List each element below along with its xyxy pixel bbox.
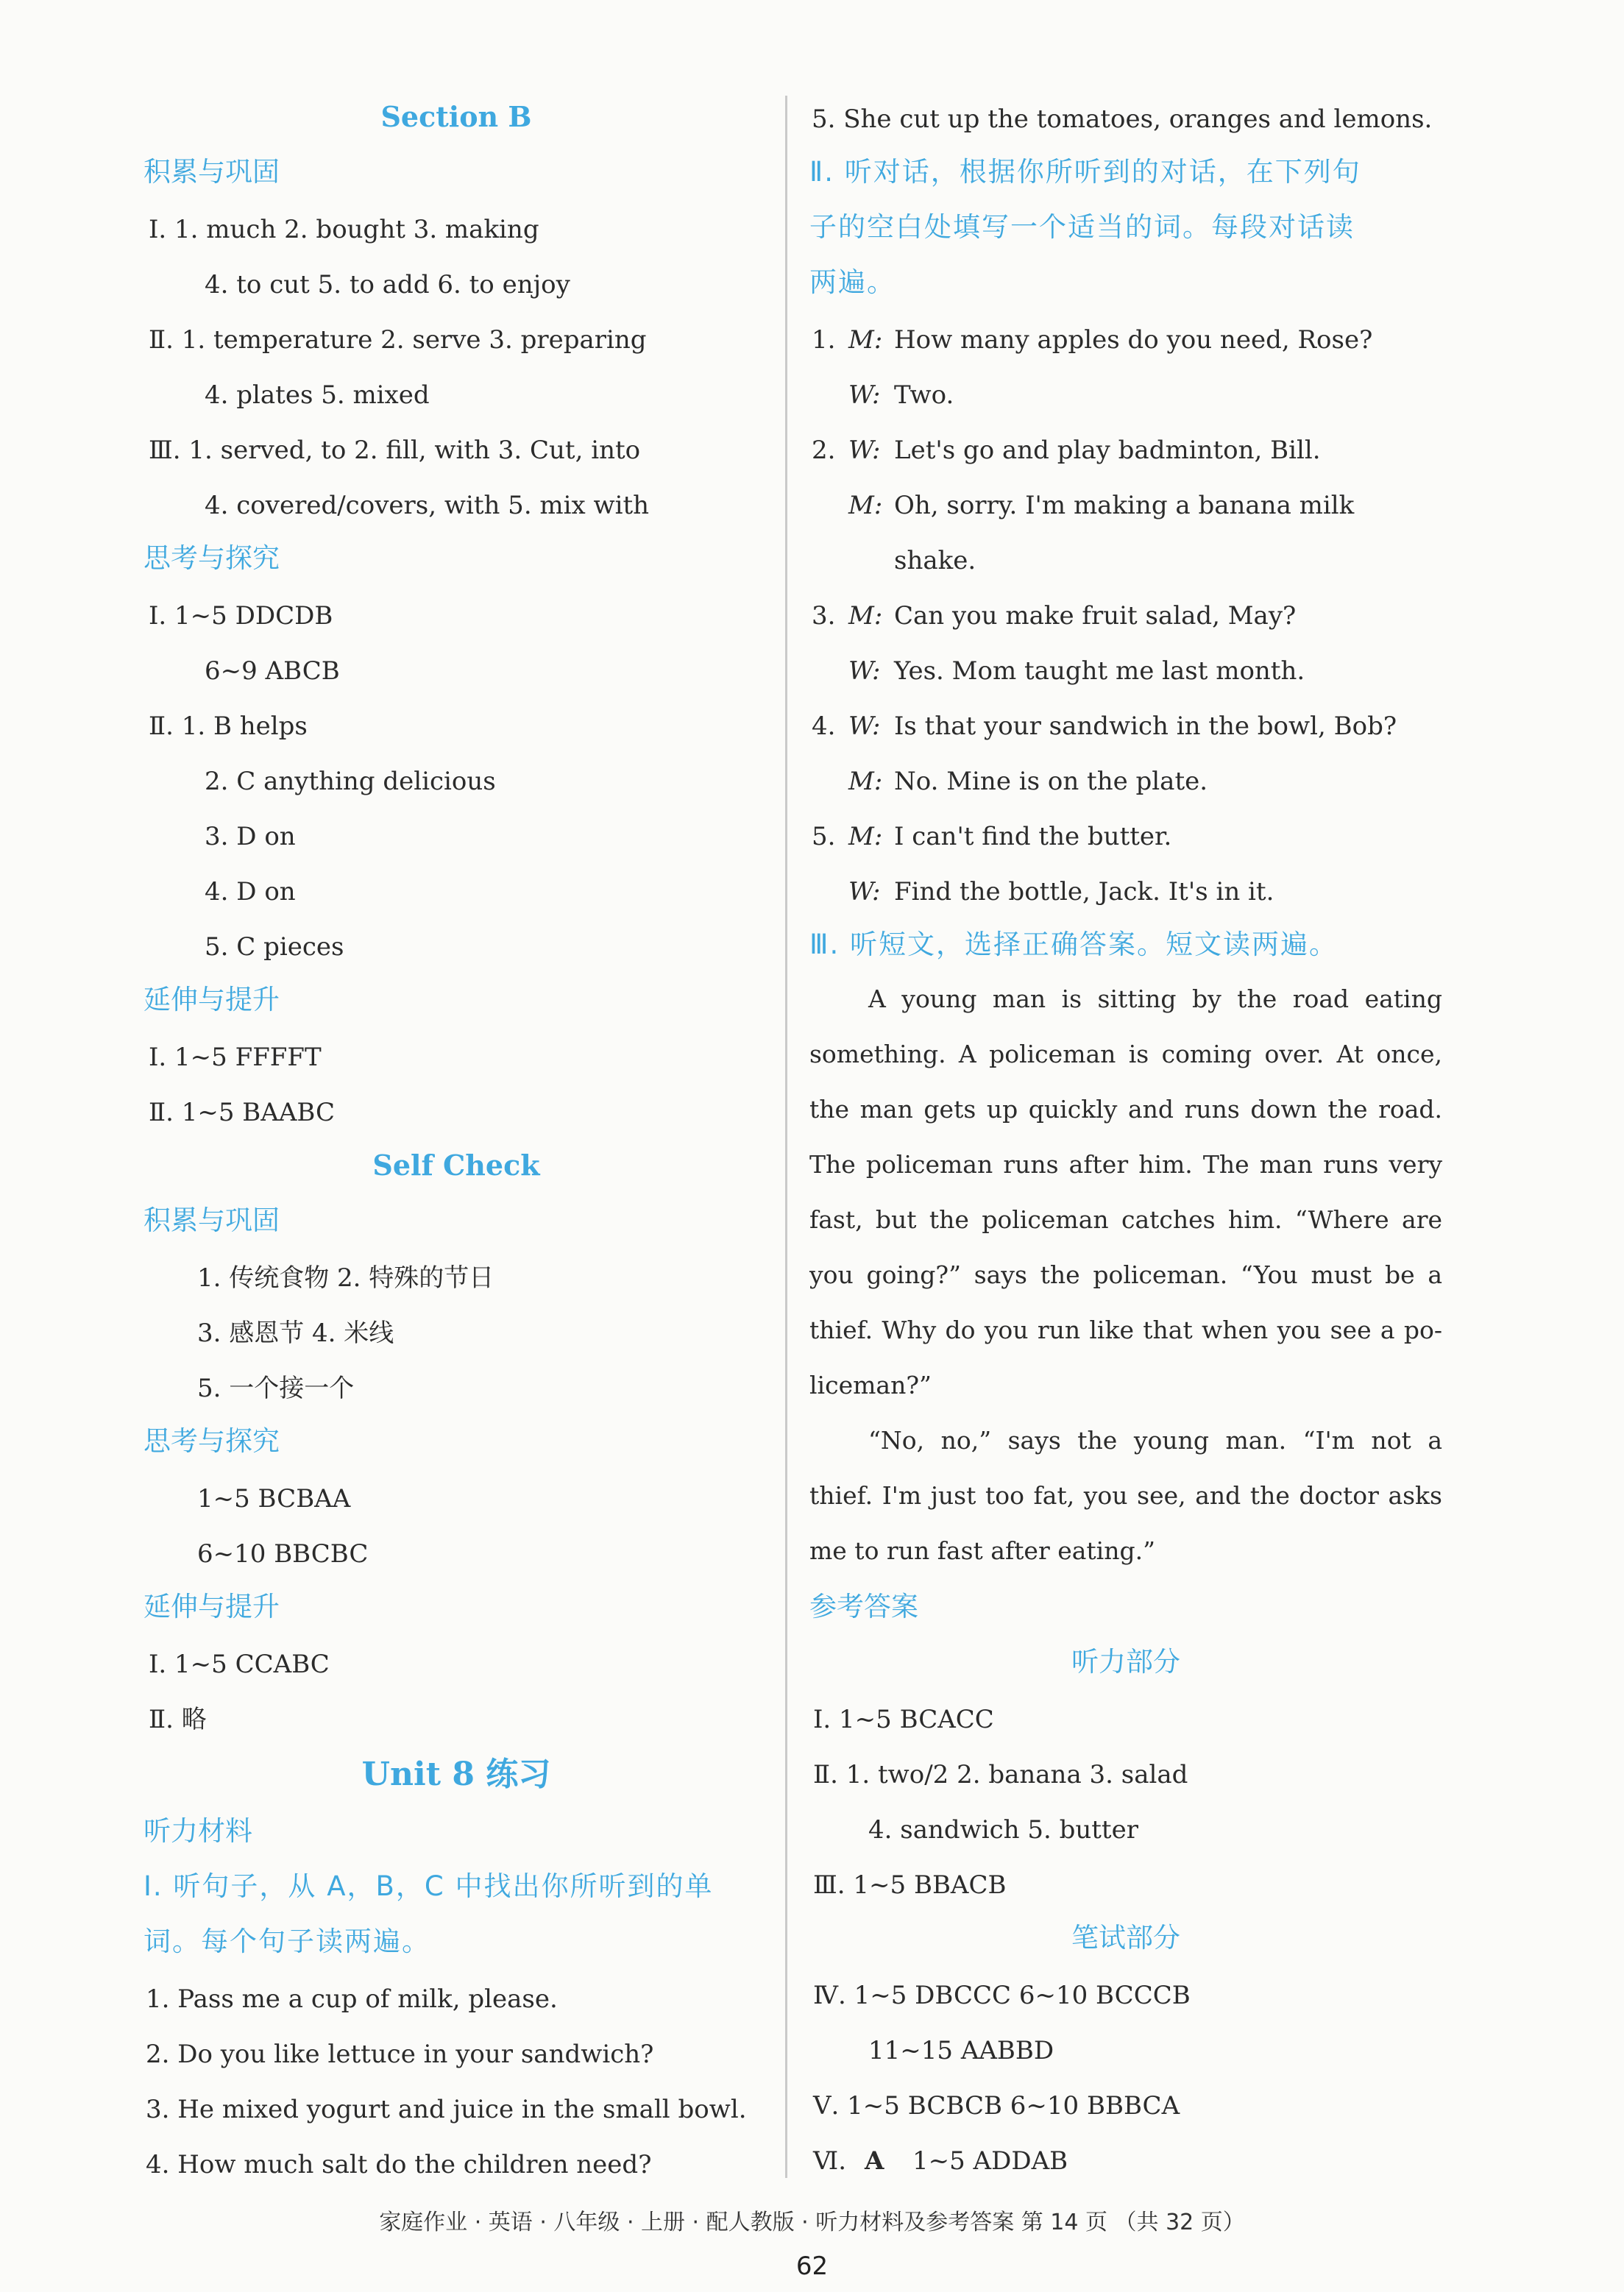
passage [809, 971, 1442, 1578]
answer-line: 1. 传统食物 2. 特殊的节日 [197, 1263, 494, 1293]
dialogue-number: 3. [812, 601, 836, 631]
passage-line: “No, no,” says the young man. “I'm not a [868, 1426, 1442, 1455]
speaker: W: [848, 877, 881, 906]
passage-line: The policeman runs after him. The man runs very [809, 1150, 1442, 1179]
section-b-title: Section B [380, 100, 532, 133]
heading-extend: 延伸与提升 [143, 1591, 280, 1622]
listening-part-title: 听力部分 [1071, 1646, 1180, 1678]
speaker: W: [848, 656, 881, 686]
answer-line: Ⅰ. 1~5 FFFFT [149, 1043, 322, 1072]
dialogue-line: Oh, sorry. I'm making a banana milk [894, 491, 1355, 520]
dialogue-line: Find the bottle, Jack. It's in it. [894, 877, 1274, 906]
answer-line: 6~9 ABCB [205, 656, 340, 686]
answer-part-label: A [865, 2146, 884, 2176]
answer-line: Ⅰ. 1~5 DDCDB [149, 601, 333, 631]
answer-line: 4. sandwich 5. butter [868, 1815, 1138, 1845]
passage-line: A young man is sitting by the road eating [868, 984, 1442, 1013]
heading-reference-answers: 参考答案 [809, 1591, 918, 1622]
speaker: M: [848, 767, 883, 796]
speaker: M: [848, 601, 883, 631]
answer-line: Ⅲ. 1. served, to 2. fill, with 3. Cut, into [149, 436, 641, 465]
dialogue-number: 2. [812, 436, 836, 465]
passage-line: you going?” says the policeman. “You must be a [809, 1260, 1442, 1289]
answer-line: Ⅰ. 1~5 BCACC [813, 1705, 994, 1734]
speaker: M: [848, 822, 883, 851]
speaker: W: [848, 380, 881, 410]
answer-line: 4. D on [205, 877, 296, 906]
sentence: 1. Pass me a cup of milk, please. [146, 1984, 558, 2014]
writing-part-title: 笔试部分 [1071, 1922, 1180, 1954]
dialogue-number: 5. [812, 822, 836, 851]
heading-explore: 思考与探究 [143, 542, 280, 574]
instruction: Ⅱ. 听对话，根据你所听到的对话，在下列句 [809, 156, 1361, 188]
heading-listening-material: 听力材料 [143, 1815, 252, 1847]
answer-line: 11~15 AABBD [868, 2036, 1054, 2065]
instruction: Ⅰ. 听句子，从 A，B，C 中找出你所听到的单 [143, 1870, 714, 1902]
dialogue-line: Let's go and play badminton, Bill. [894, 436, 1321, 465]
sentence: 2. Do you like lettuce in your sandwich? [146, 2040, 654, 2069]
sentence: 3. He mixed yogurt and juice in the small bowl. [146, 2095, 747, 2124]
answer-line: 3. D on [205, 822, 296, 851]
answer-line: 4. covered/covers, with 5. mix with [205, 491, 650, 520]
answer-line: Ⅱ. 1. temperature 2. serve 3. preparing [149, 325, 647, 355]
answer-line: Ⅳ. 1~5 DBCCC 6~10 BCCCB [813, 1981, 1191, 2010]
instruction: 子的空白处填写一个适当的词。每段对话读 [809, 211, 1355, 243]
answer-line: 1~5 BCBAA [197, 1484, 351, 1514]
sentence: 5. She cut up the tomatoes, oranges and lemons. [812, 104, 1433, 134]
page-number: 62 [795, 2252, 829, 2281]
dialogue-line: I can't find the butter. [894, 822, 1172, 851]
dialogue-line: Two. [894, 380, 954, 410]
heading-consolidate: 积累与巩固 [143, 156, 280, 188]
answer-line: 4. to cut 5. to add 6. to enjoy [205, 270, 570, 299]
speaker: M: [848, 325, 883, 355]
sentence: 4. How much salt do the children need? [146, 2150, 652, 2179]
answer-line: 3. 感恩节 4. 米线 [197, 1319, 394, 1348]
answer-line: Ⅱ. 略 [149, 1705, 207, 1734]
answer-line: 5. C pieces [205, 932, 344, 962]
passage-line: fast, but the policeman catches him. “Where are [809, 1205, 1442, 1234]
answer-line: Ⅱ. 1~5 BAABC [149, 1098, 336, 1127]
dialogue-line: shake. [894, 546, 976, 575]
heading-consolidate: 积累与巩固 [143, 1204, 280, 1236]
self-check-title: Self Check [372, 1149, 540, 1182]
page-footer: 家庭作业 · 英语 · 八年级 · 上册 · 配人教版 · 听力材料及参考答案 第 14 页 （共 32 页） [379, 2210, 1245, 2235]
answer-line: Ⅱ. 1. B helps [149, 712, 308, 741]
dialogue-number: 1. [812, 325, 836, 355]
dialogue-number: 4. [812, 712, 836, 741]
answer-line: 2. C anything delicious [205, 767, 496, 796]
dialogue-line: No. Mine is on the plate. [894, 767, 1208, 796]
passage-line: the man gets up quickly and runs down the road. [809, 1095, 1442, 1124]
dialogue-line: Is that your sandwich in the bowl, Bob? [894, 712, 1397, 741]
answer-line-prefix: Ⅵ. [813, 2146, 847, 2176]
passage-line: liceman?” [809, 1371, 932, 1399]
instruction: Ⅲ. 听短文，选择正确答案。短文读两遍。 [809, 929, 1338, 960]
answer-line: 4. plates 5. mixed [205, 380, 430, 410]
answer-line: Ⅴ. 1~5 BCBCB 6~10 BBBCA [813, 2091, 1180, 2121]
passage-line: me to run fast after eating.” [809, 1536, 1155, 1565]
passage-line: thief. Why do you run like that when you see a po- [809, 1316, 1442, 1344]
instruction: 词。每个句子读两遍。 [143, 1926, 430, 1957]
instruction: 两遍。 [809, 266, 896, 298]
heading-extend: 延伸与提升 [143, 984, 280, 1015]
answer-line: Ⅰ. 1~5 CCABC [149, 1650, 330, 1679]
speaker: W: [848, 712, 881, 741]
heading-explore: 思考与探究 [143, 1425, 280, 1457]
answer-line: Ⅰ. 1. much 2. bought 3. making [149, 215, 539, 244]
dialogue-line: How many apples do you need, Rose? [894, 325, 1373, 355]
passage-line: thief. I'm just too fat, you see, and the doctor asks [809, 1481, 1442, 1510]
answer-line: 5. 一个接一个 [197, 1374, 355, 1403]
speaker: W: [848, 436, 881, 465]
answer-line: 1~5 ADDAB [912, 2146, 1068, 2176]
speaker: M: [848, 491, 883, 520]
dialogue-line: Can you make fruit salad, May? [894, 601, 1297, 631]
passage-line: something. A policeman is coming over. At once, [809, 1040, 1442, 1068]
answer-line: 6~10 BBCBC [197, 1539, 369, 1569]
unit8-title: Unit 8 练习 [361, 1756, 551, 1793]
answer-line: Ⅲ. 1~5 BBACB [813, 1870, 1007, 1900]
answer-line: Ⅱ. 1. two/2 2. banana 3. salad [813, 1760, 1188, 1789]
column-divider [785, 96, 787, 2178]
dialogue-line: Yes. Mom taught me last month. [894, 656, 1305, 686]
